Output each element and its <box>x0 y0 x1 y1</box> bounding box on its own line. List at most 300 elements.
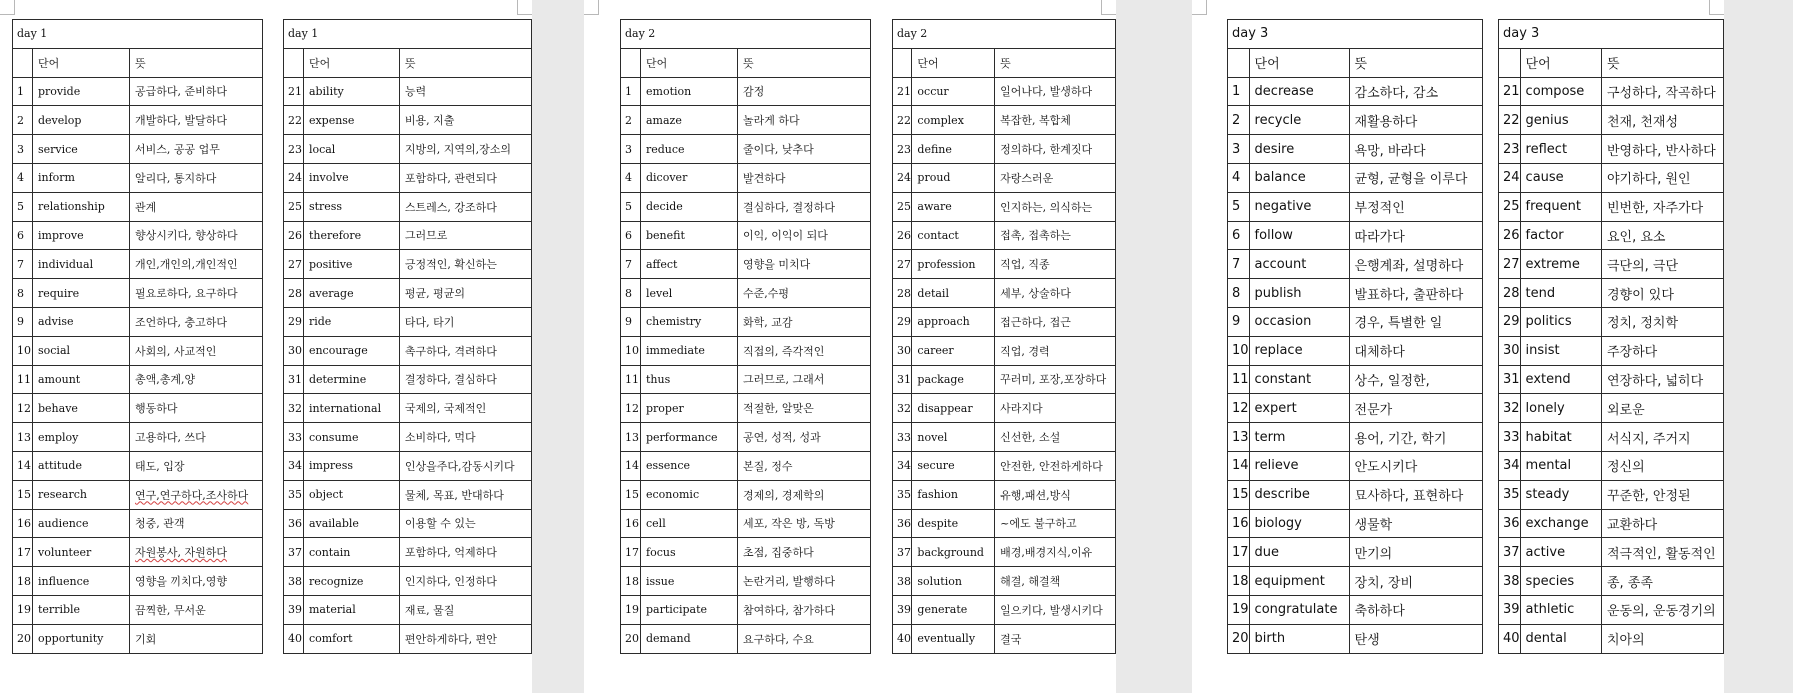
meaning-cell: 탄생 <box>1349 624 1482 653</box>
meaning-cell: 스트레스, 강조하다 <box>399 192 531 221</box>
table-row <box>621 135 871 164</box>
meaning-cell: 청중, 관객 <box>130 509 263 538</box>
day-title: day 1 <box>284 20 532 49</box>
row-number: 20 <box>13 624 33 653</box>
header-row <box>13 48 263 77</box>
row-number: 18 <box>13 567 33 596</box>
table-row <box>1228 250 1483 279</box>
row-number: 1 <box>13 77 33 106</box>
row-number: 29 <box>893 307 912 336</box>
row-number: 24 <box>1499 163 1521 192</box>
word-cell: determine <box>303 365 399 394</box>
word-cell: reduce <box>641 135 738 164</box>
meaning-cell: 장치, 장비 <box>1349 567 1482 596</box>
row-number: 37 <box>284 538 304 567</box>
table-row <box>621 336 871 365</box>
table-row <box>1499 250 1724 279</box>
meaning-cell: 서식지, 주거지 <box>1601 423 1723 452</box>
meaning-cell: 지방의, 지역의,장소의 <box>399 135 531 164</box>
word-cell: describe <box>1249 480 1349 509</box>
table-row <box>893 567 1116 596</box>
header-number <box>621 48 641 77</box>
meaning-cell: 부정적인 <box>1349 192 1482 221</box>
word-cell: stress <box>303 192 399 221</box>
word-cell: replace <box>1249 336 1349 365</box>
row-number: 28 <box>1499 279 1521 308</box>
page-corner-mark <box>1101 0 1116 15</box>
meaning-cell: 접근하다, 접근 <box>995 307 1116 336</box>
table-row <box>1499 365 1724 394</box>
table-row <box>13 567 263 596</box>
table-row <box>621 279 871 308</box>
row-number: 20 <box>621 624 641 653</box>
table-row <box>1499 192 1724 221</box>
word-cell: contact <box>912 221 995 250</box>
word-cell: audience <box>33 509 130 538</box>
table-row <box>284 538 532 567</box>
row-number: 31 <box>284 365 304 394</box>
table-row <box>1499 221 1724 250</box>
word-cell: economic <box>641 480 738 509</box>
table-row <box>893 365 1116 394</box>
row-number: 35 <box>893 480 912 509</box>
row-number: 2 <box>621 106 641 135</box>
header-meaning: 뜻 <box>1601 48 1723 77</box>
word-cell: career <box>912 336 995 365</box>
table-row <box>13 77 263 106</box>
word-cell: politics <box>1520 307 1601 336</box>
page-day-3 <box>1192 0 1724 693</box>
meaning-cell: 총액,총계,양 <box>130 365 263 394</box>
meaning-cell: 개인,개인의,개인적인 <box>130 250 263 279</box>
row-number: 6 <box>1228 221 1250 250</box>
page-corner-mark <box>1709 0 1724 15</box>
header-word: 단어 <box>912 48 995 77</box>
word-cell: positive <box>303 250 399 279</box>
meaning-cell: 직업, 경력 <box>995 336 1116 365</box>
header-meaning: 뜻 <box>399 48 531 77</box>
row-number: 28 <box>284 279 304 308</box>
header-word: 단어 <box>641 48 738 77</box>
row-number: 12 <box>13 394 33 423</box>
row-number: 28 <box>893 279 912 308</box>
table-row <box>1228 192 1483 221</box>
row-number: 4 <box>1228 163 1250 192</box>
meaning-cell: 안도시키다 <box>1349 451 1482 480</box>
meaning-cell: 대체하다 <box>1349 336 1482 365</box>
meaning-cell: 연구,연구하다,조사하다 <box>130 480 263 509</box>
word-cell: publish <box>1249 279 1349 308</box>
meaning-cell: 줄이다, 낮추다 <box>738 135 871 164</box>
meaning-cell: 발견하다 <box>738 163 871 192</box>
word-cell: exchange <box>1520 509 1601 538</box>
table-row <box>893 538 1116 567</box>
header-row <box>893 48 1116 77</box>
word-cell: species <box>1520 567 1601 596</box>
row-number: 16 <box>621 509 641 538</box>
meaning-cell: 종, 종족 <box>1601 567 1723 596</box>
meaning-cell: 꾸러미, 포장,포장하다 <box>995 365 1116 394</box>
table-row <box>893 77 1116 106</box>
row-number: 33 <box>1499 423 1521 452</box>
meaning-cell: 포함하다, 억제하다 <box>399 538 531 567</box>
table-row <box>1499 451 1724 480</box>
meaning-cell: 일으키다, 발생시키다 <box>995 595 1116 624</box>
meaning-cell: 주장하다 <box>1601 336 1723 365</box>
table-row <box>13 163 263 192</box>
word-cell: insist <box>1520 336 1601 365</box>
table-row <box>1228 509 1483 538</box>
row-number: 19 <box>621 595 641 624</box>
title-row <box>1499 20 1724 49</box>
meaning-cell: ~에도 불구하고 <box>995 509 1116 538</box>
meaning-cell: 접촉, 접촉하는 <box>995 221 1116 250</box>
meaning-cell: 빈번한, 자주가다 <box>1601 192 1723 221</box>
word-cell: follow <box>1249 221 1349 250</box>
header-meaning: 뜻 <box>130 48 263 77</box>
row-number: 14 <box>621 451 641 480</box>
row-number: 33 <box>284 423 304 452</box>
table-row <box>621 567 871 596</box>
meaning-cell: 이용할 수 있는 <box>399 509 531 538</box>
row-number: 25 <box>284 192 304 221</box>
word-cell: require <box>33 279 130 308</box>
table-row <box>621 307 871 336</box>
table-row <box>284 77 532 106</box>
table-row <box>13 192 263 221</box>
table-row <box>1228 106 1483 135</box>
word-cell: occur <box>912 77 995 106</box>
meaning-cell: 천재, 천재성 <box>1601 106 1723 135</box>
word-cell: comfort <box>303 624 399 653</box>
row-number: 22 <box>893 106 912 135</box>
word-cell: detail <box>912 279 995 308</box>
row-number: 10 <box>13 336 33 365</box>
meaning-cell: 운동의, 운동경기의 <box>1601 595 1723 624</box>
row-number: 11 <box>13 365 33 394</box>
word-cell: affect <box>641 250 738 279</box>
meaning-cell: 필요로하다, 요구하다 <box>130 279 263 308</box>
row-number: 39 <box>1499 595 1521 624</box>
word-cell: expert <box>1249 394 1349 423</box>
row-number: 35 <box>1499 480 1521 509</box>
word-cell: define <box>912 135 995 164</box>
row-number: 16 <box>1228 509 1250 538</box>
table-row <box>1499 135 1724 164</box>
row-number: 32 <box>893 394 912 423</box>
table-row <box>1499 480 1724 509</box>
meaning-cell: 능력 <box>399 77 531 106</box>
table-row <box>1228 135 1483 164</box>
row-number: 23 <box>893 135 912 164</box>
word-cell: decrease <box>1249 77 1349 106</box>
word-cell: aware <box>912 192 995 221</box>
word-cell: chemistry <box>641 307 738 336</box>
meaning-cell: 놀라게 하다 <box>738 106 871 135</box>
word-cell: behave <box>33 394 130 423</box>
table-row <box>1499 106 1724 135</box>
word-cell: recycle <box>1249 106 1349 135</box>
table-row <box>893 423 1116 452</box>
table-row <box>1499 509 1724 538</box>
table-row <box>621 423 871 452</box>
word-cell: terrible <box>33 595 130 624</box>
table-row <box>1499 279 1724 308</box>
meaning-cell: 공연, 성적, 성과 <box>738 423 871 452</box>
meaning-cell: 안전한, 안전하게하다 <box>995 451 1116 480</box>
row-number: 36 <box>893 509 912 538</box>
word-cell: dicover <box>641 163 738 192</box>
word-cell: extreme <box>1520 250 1601 279</box>
meaning-cell: 인지하는, 의식하는 <box>995 192 1116 221</box>
header-word: 단어 <box>1520 48 1601 77</box>
row-number: 15 <box>621 480 641 509</box>
meaning-cell: 끔찍한, 무서운 <box>130 595 263 624</box>
day-title: day 2 <box>893 20 1116 49</box>
row-number: 40 <box>1499 624 1521 653</box>
row-number: 32 <box>1499 394 1521 423</box>
row-number: 33 <box>893 423 912 452</box>
meaning-cell: 따라가다 <box>1349 221 1482 250</box>
row-number: 9 <box>13 307 33 336</box>
meaning-cell: 참여하다, 참가하다 <box>738 595 871 624</box>
header-row <box>1499 48 1724 77</box>
title-row <box>893 20 1116 49</box>
meaning-cell: 논란거리, 발행하다 <box>738 567 871 596</box>
meaning-cell: 화학, 교감 <box>738 307 871 336</box>
row-number: 3 <box>621 135 641 164</box>
row-number: 12 <box>621 394 641 423</box>
word-cell: therefore <box>303 221 399 250</box>
meaning-cell: 정치, 정치학 <box>1601 307 1723 336</box>
table-row <box>284 106 532 135</box>
meaning-cell: 욕망, 바라다 <box>1349 135 1482 164</box>
meaning-cell: 치아의 <box>1601 624 1723 653</box>
row-number: 26 <box>893 221 912 250</box>
word-cell: amount <box>33 365 130 394</box>
word-cell: employ <box>33 423 130 452</box>
table-row <box>621 221 871 250</box>
table-row <box>1499 423 1724 452</box>
row-number: 4 <box>621 163 641 192</box>
meaning-cell: 적극적인, 활동적인 <box>1601 538 1723 567</box>
title-row <box>284 20 532 49</box>
word-cell: consume <box>303 423 399 452</box>
word-cell: volunteer <box>33 538 130 567</box>
row-number: 5 <box>13 192 33 221</box>
meaning-cell: 신선한, 소설 <box>995 423 1116 452</box>
page-corner-mark <box>1192 0 1207 15</box>
table-row <box>284 336 532 365</box>
table-row <box>13 307 263 336</box>
word-cell: relieve <box>1249 451 1349 480</box>
meaning-cell: 초점, 집중하다 <box>738 538 871 567</box>
row-number: 31 <box>1499 365 1521 394</box>
header-number <box>893 48 912 77</box>
meaning-cell: 촉구하다, 격려하다 <box>399 336 531 365</box>
row-number: 2 <box>13 106 33 135</box>
table-row <box>893 624 1116 653</box>
row-number: 8 <box>1228 279 1250 308</box>
table-row <box>284 135 532 164</box>
vocab-table <box>620 19 871 654</box>
word-cell: involve <box>303 163 399 192</box>
row-number: 6 <box>621 221 641 250</box>
row-number: 23 <box>1499 135 1521 164</box>
day-title: day 2 <box>621 20 871 49</box>
meaning-cell: 고용하다, 쓰다 <box>130 423 263 452</box>
word-cell: relationship <box>33 192 130 221</box>
table-row <box>13 365 263 394</box>
vocab-table <box>12 19 263 654</box>
table-row <box>13 106 263 135</box>
meaning-cell: 반영하다, 반사하다 <box>1601 135 1723 164</box>
meaning-cell: 포함하다, 관련되다 <box>399 163 531 192</box>
row-number: 38 <box>1499 567 1521 596</box>
word-cell: level <box>641 279 738 308</box>
row-number: 24 <box>893 163 912 192</box>
row-number: 3 <box>1228 135 1250 164</box>
table-row <box>1228 451 1483 480</box>
word-cell: demand <box>641 624 738 653</box>
table-row <box>1499 538 1724 567</box>
row-number: 15 <box>13 480 33 509</box>
meaning-cell: 요인, 요소 <box>1601 221 1723 250</box>
table-row <box>1228 567 1483 596</box>
table-row <box>284 451 532 480</box>
word-cell: emotion <box>641 77 738 106</box>
word-cell: attitude <box>33 451 130 480</box>
meaning-cell: 감소하다, 감소 <box>1349 77 1482 106</box>
meaning-cell: 행동하다 <box>130 394 263 423</box>
meaning-cell: 그러므로, 그래서 <box>738 365 871 394</box>
meaning-cell: 이익, 이익이 되다 <box>738 221 871 250</box>
header-word: 단어 <box>303 48 399 77</box>
meaning-cell: 경제의, 경제학의 <box>738 480 871 509</box>
header-number <box>1499 48 1521 77</box>
row-number: 22 <box>284 106 304 135</box>
table-row <box>621 451 871 480</box>
table-row <box>621 480 871 509</box>
word-cell: lonely <box>1520 394 1601 423</box>
word-cell: average <box>303 279 399 308</box>
word-cell: secure <box>912 451 995 480</box>
meaning-cell: 전문가 <box>1349 394 1482 423</box>
meaning-cell: 은행계좌, 설명하다 <box>1349 250 1482 279</box>
row-number: 29 <box>284 307 304 336</box>
meaning-cell: 경향이 있다 <box>1601 279 1723 308</box>
word-cell: provide <box>33 77 130 106</box>
row-number: 36 <box>284 509 304 538</box>
page-day-2 <box>584 0 1116 693</box>
table-row <box>1499 307 1724 336</box>
row-number: 18 <box>621 567 641 596</box>
meaning-cell: 균형, 균형을 이루다 <box>1349 163 1482 192</box>
table-row <box>1228 221 1483 250</box>
table-row <box>13 135 263 164</box>
table-row <box>13 423 263 452</box>
row-number: 21 <box>1499 77 1521 106</box>
header-row <box>1228 48 1483 77</box>
meaning-cell: 극단의, 극단 <box>1601 250 1723 279</box>
word-cell: available <box>303 509 399 538</box>
word-cell: dental <box>1520 624 1601 653</box>
table-row <box>284 250 532 279</box>
table-row <box>13 221 263 250</box>
table-row <box>13 538 263 567</box>
meaning-cell: 일어나다, 발생하다 <box>995 77 1116 106</box>
table-row <box>621 192 871 221</box>
meaning-cell: 인상을주다,감동시키다 <box>399 451 531 480</box>
table-row <box>13 250 263 279</box>
row-number: 37 <box>893 538 912 567</box>
table-row <box>284 279 532 308</box>
table-row <box>1499 163 1724 192</box>
table-row <box>1499 624 1724 653</box>
word-cell: opportunity <box>33 624 130 653</box>
meaning-cell: 정의하다, 한계짓다 <box>995 135 1116 164</box>
table-row <box>13 624 263 653</box>
table-row <box>893 509 1116 538</box>
word-cell: advise <box>33 307 130 336</box>
row-number: 13 <box>1228 423 1250 452</box>
meaning-cell: 만기의 <box>1349 538 1482 567</box>
table-row <box>284 192 532 221</box>
meaning-cell: 교환하다 <box>1601 509 1723 538</box>
meaning-cell: 직업, 직종 <box>995 250 1116 279</box>
meaning-cell: 세부, 상술하다 <box>995 279 1116 308</box>
table-row <box>1228 365 1483 394</box>
row-number: 34 <box>893 451 912 480</box>
row-number: 25 <box>1499 192 1521 221</box>
row-number: 30 <box>1499 336 1521 365</box>
meaning-cell: 연장하다, 넓히다 <box>1601 365 1723 394</box>
word-cell: approach <box>912 307 995 336</box>
word-cell: object <box>303 480 399 509</box>
word-cell: ride <box>303 307 399 336</box>
row-number: 40 <box>284 624 304 653</box>
row-number: 4 <box>13 163 33 192</box>
word-cell: essence <box>641 451 738 480</box>
table-row <box>284 163 532 192</box>
table-row <box>13 394 263 423</box>
vocab-table <box>892 19 1116 654</box>
word-cell: tend <box>1520 279 1601 308</box>
word-cell: individual <box>33 250 130 279</box>
word-cell: inform <box>33 163 130 192</box>
meaning-cell: 알리다, 통지하다 <box>130 163 263 192</box>
meaning-cell: 용어, 기간, 학기 <box>1349 423 1482 452</box>
word-cell: decide <box>641 192 738 221</box>
table-row <box>284 307 532 336</box>
row-number: 7 <box>621 250 641 279</box>
meaning-cell: 비용, 지출 <box>399 106 531 135</box>
table-row <box>893 279 1116 308</box>
row-number: 39 <box>284 595 304 624</box>
meaning-cell: 편안하게하다, 편안 <box>399 624 531 653</box>
table-row <box>1228 538 1483 567</box>
vocab-table <box>1227 19 1483 654</box>
row-number: 7 <box>13 250 33 279</box>
table-row <box>893 106 1116 135</box>
table-row <box>893 221 1116 250</box>
meaning-cell: 물체, 목표, 반대하다 <box>399 480 531 509</box>
row-number: 35 <box>284 480 304 509</box>
table-row <box>1228 423 1483 452</box>
table-row <box>893 250 1116 279</box>
row-number: 21 <box>893 77 912 106</box>
meaning-cell: 기회 <box>130 624 263 653</box>
